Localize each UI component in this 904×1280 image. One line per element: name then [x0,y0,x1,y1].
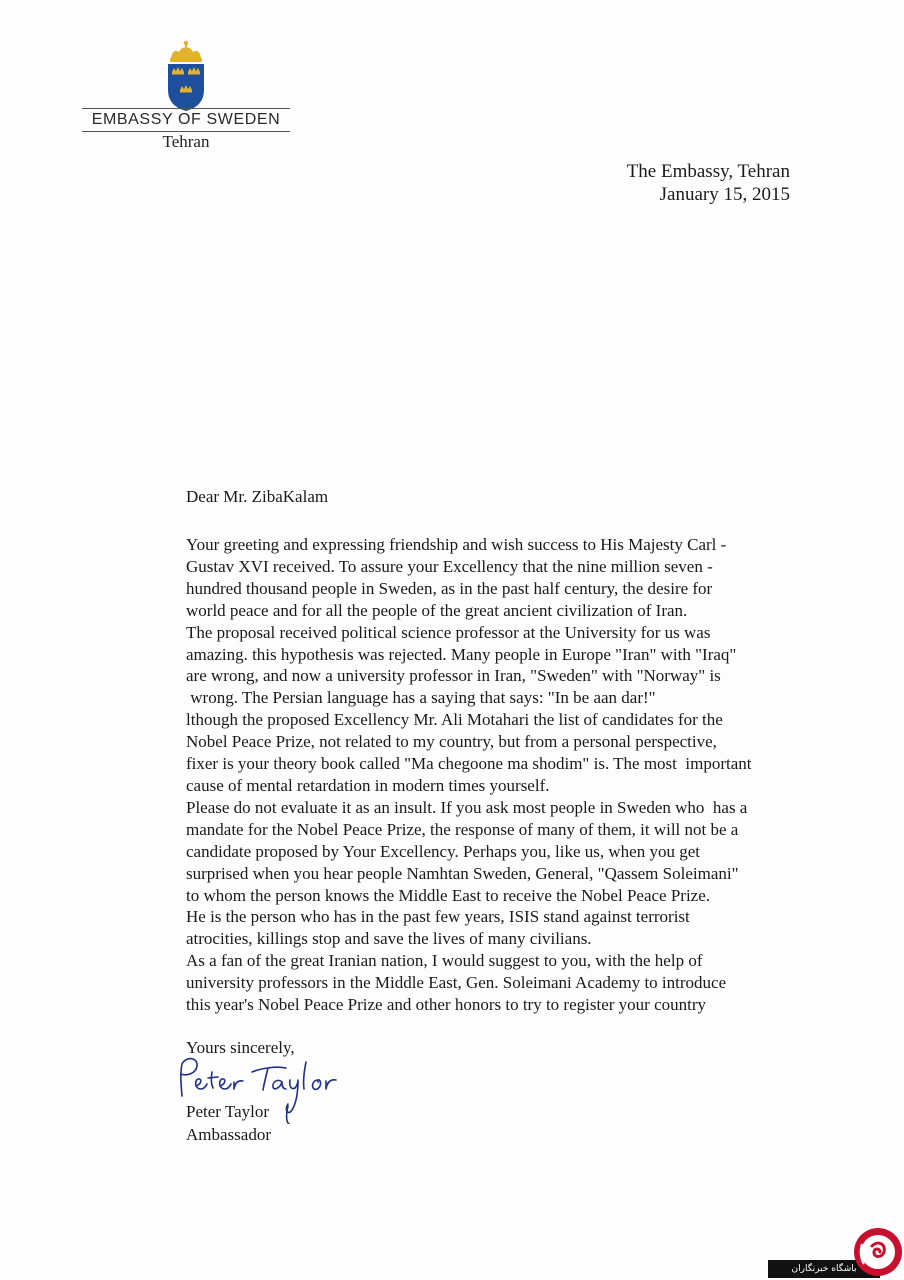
watermark-text: باشگاه خبرنگاران [768,1260,880,1278]
body-line: lthough the proposed Excellency Mr. Ali Motahari the list of candidates for the [186,710,723,730]
body-line: world peace and for all the people of the great ancient civilization of Iran. [186,600,688,620]
body-line: As a fan of the great Iranian nation, I would suggest to you, with the help of [186,951,703,971]
body-line: atrocities, killings stop and save the lives of many civilians. [186,929,592,949]
body-line: wrong. The Persian language has a saying that says: "In be aan dar!" [186,688,656,708]
letter-body [186,534,806,1016]
body-line: to whom the person knows the Middle East to receive the Nobel Peace Prize. [186,885,711,905]
embassy-name: EMBASSY OF SWEDEN [91,111,281,128]
body-line: mandate for the Nobel Peace Prize, the response of many of them, it will not be a [186,819,739,839]
body-line: Please do not evaluate it as an insult. If you ask most people in Sweden who has a [186,797,748,817]
dateline-date: January 15, 2015 [659,184,790,205]
body-line: candidate proposed by Your Excellency. Perhaps you, like us, when you get [186,841,700,861]
body-line: university professors in the Middle East, Gen. Soleimani Academy to introduce [186,973,727,993]
letterhead-top-rule [82,108,290,109]
swedish-coat-of-arms-icon [163,40,209,112]
body-line: this year's Nobel Peace Prize and other honors to try to register your country [186,995,707,1015]
dateline-place: The Embassy, Tehran [626,161,790,182]
body-line: Your greeting and expressing friendship and wish success to His Majesty Carl - [186,535,727,554]
body-line: are wrong, and now a university professor in Iran, "Sweden" with "Norway" is [186,666,721,686]
signer-title: Ambassador [186,1125,271,1144]
body-line: fixer is your theory book called "Ma chegoone ma shodim" is. The most important [186,754,752,774]
body-line: He is the person who has in the past few years, ISIS stand against terrorist [186,907,690,927]
body-line: hundred thousand people in Sweden, as in the past half century, the desire for [186,578,713,598]
body-line: amazing. this hypothesis was rejected. Many people in Europe "Iran" with "Iraq" [186,644,737,664]
embassy-city: Tehran [162,132,210,151]
watermark [768,1220,904,1280]
body-line: Nobel Peace Prize, not related to my country, but from a personal perspective, [186,732,717,752]
body-line: The proposal received political science professor at the University for us was [186,622,711,642]
body-line: cause of mental retardation in modern times yourself. [186,775,550,795]
salutation: Dear Mr. ZibaKalam [186,487,329,506]
closing: Yours sincerely, [186,1038,295,1057]
news-agency-logo-icon [850,1224,902,1280]
signer-name: Peter Taylor [186,1102,269,1121]
body-line: surprised when you hear people Namhtan Sweden, General, "Qassem Soleimani" [186,863,739,883]
body-line: Gustav XVI received. To assure your Excellency that the nine million seven - [186,556,713,576]
